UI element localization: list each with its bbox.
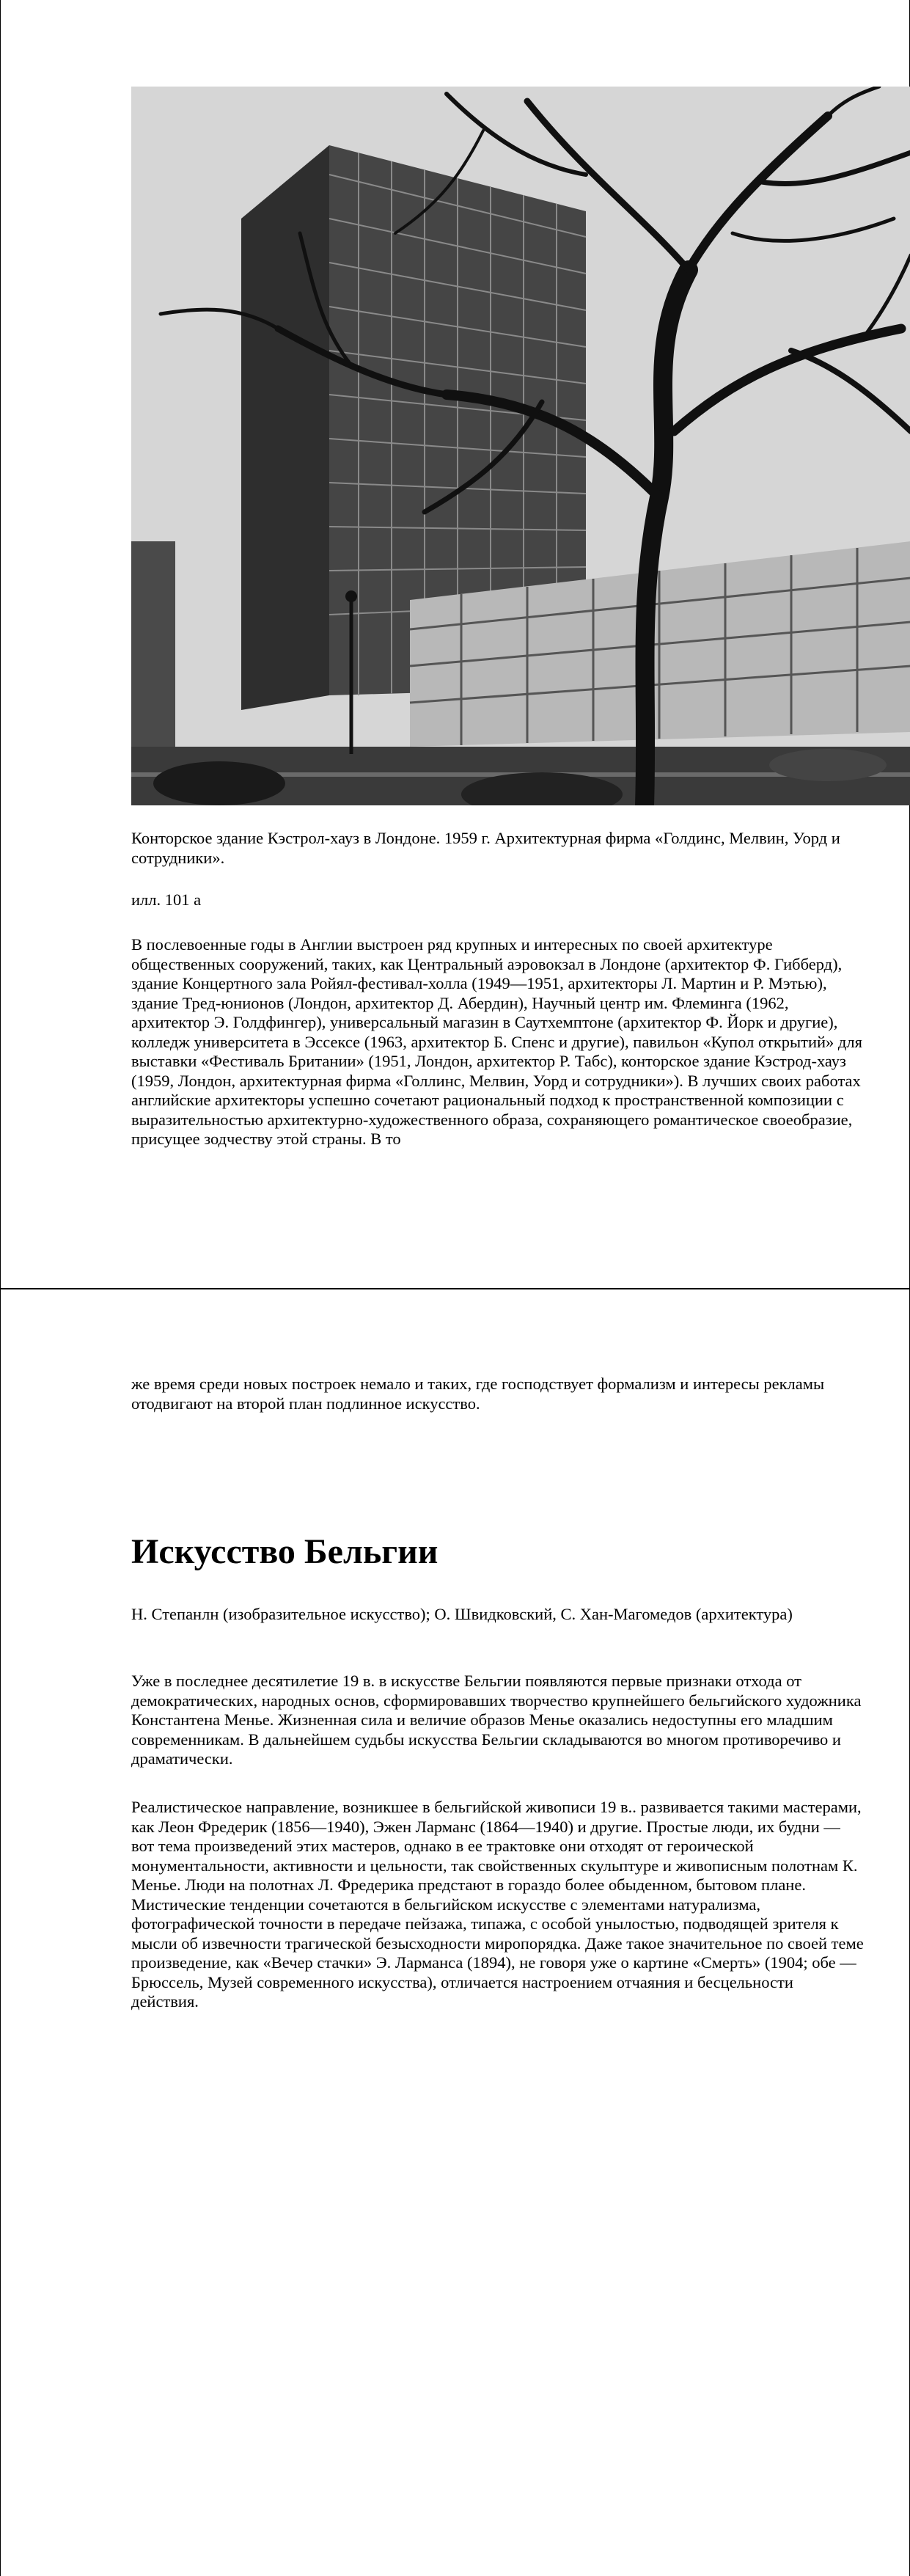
document-page-2 bbox=[0, 1289, 910, 2576]
photo-building-with-tree-icon bbox=[131, 87, 910, 805]
body-paragraph: Уже в последнее десятилетие 19 в. в искусстве Бельгии появляются первые признаки отхода от демократических, народных основ, сформировавших творчество крупнейшего бельгийского художника Константена Менье. Жизненная сила и величие образов Менье оказались недоступны его младшим современникам. В дальнейшем судьбы искусства Бельгии складываются во многом противоречиво и драматически. bbox=[131, 1672, 862, 1768]
body-paragraph: В послевоенные годы в Англии выстроен ряд крупных и интересных по своей архитектуре общественных сооружений, таких, как Центральный аэровокзал в Лондоне (архитектор Ф. Гибберд), здание Концертного зала Ройял-фестивал-холла (1949—1951, архитекторы Л. Мартин и Р. Мэтью), здание Тред-юнионов (Лондон, архитектор Д. Абердин), Научный центр им. Флеминга (1962, архитектор Э. Голдфингер), универсальный магазин в Саутхемптоне (архитектор Ф. Йорк и другие), колледж университета в Эссексе (1963, архитектор Б. Спенс и другие), павильон «Купол открытий» для выставки «Фестиваль Британии» (1951, Лондон, архитектор Р. Табс), конторское здание Кэстрод-хауз (1959, Лондон, архитектурная фирма «Голлинс, Мелвин, Уорд и сотрудники»). В лучших своих работах английские архитекторы успешно сочетают рациональный подход к пространственной композиции с выразительностью архитектурно-художественного образа, сохраняющего романтическое своеобразие, присущее зодчеству этой страны. В то bbox=[131, 935, 862, 1148]
photo-caption: Конторское здание Кэстрол-хауз в Лондоне. 1959 г. Архитектурная фирма «Голдинс, Мелвин, Уорд и сотрудники». bbox=[131, 829, 840, 867]
continued-paragraph: же время среди новых построек немало и таких, где господствует формализм и интересы рекламы отодвигают на второй план подлинное искусство. bbox=[131, 1375, 825, 1413]
section-heading: Искусство Бельгии bbox=[131, 1532, 439, 1571]
section-authors: Н. Степанлн (изобразительное искусство); О. Швидковский, С. Хан-Магомедов (архитектура) bbox=[131, 1605, 793, 1623]
body-paragraph: Реалистическое направление, возникшее в бельгийской живописи 19 в.. развивается такими мастерами, как Леон Фредерик (1856—1940), Эжен Ларманс (1864—1940) и другие. Простые люди, их будни — вот тема произведений этих мастеров, однако в ее трактовке они отходят от героической монументальности, активности и цельности, так свойственных скульптуре и живописным полотнам К. Менье. Люди на полотнах Л. Фредерика предстают в гораздо более обыденном, бытовом плане. Мистические тенденции сочетаются в бельгийском искусстве с элементами натурализма, фотографической точности в передаче пейзажа, типажа, с особой унылостью, подводящей зрителя к мысли об извечности трагической безысходности миропорядка. Даже такое значительное по своей теме произведение, как «Вечер стачки» Э. Ларманса (1894), не говоря уже о картине «Смерть» (1904; обе — Брюссель, Музей современного искусства), отличается настроением отчаяния и бесцельности действия. bbox=[131, 1798, 864, 2010]
building-photo-image bbox=[131, 87, 910, 805]
illustration-reference: илл. 101 а bbox=[131, 890, 202, 909]
